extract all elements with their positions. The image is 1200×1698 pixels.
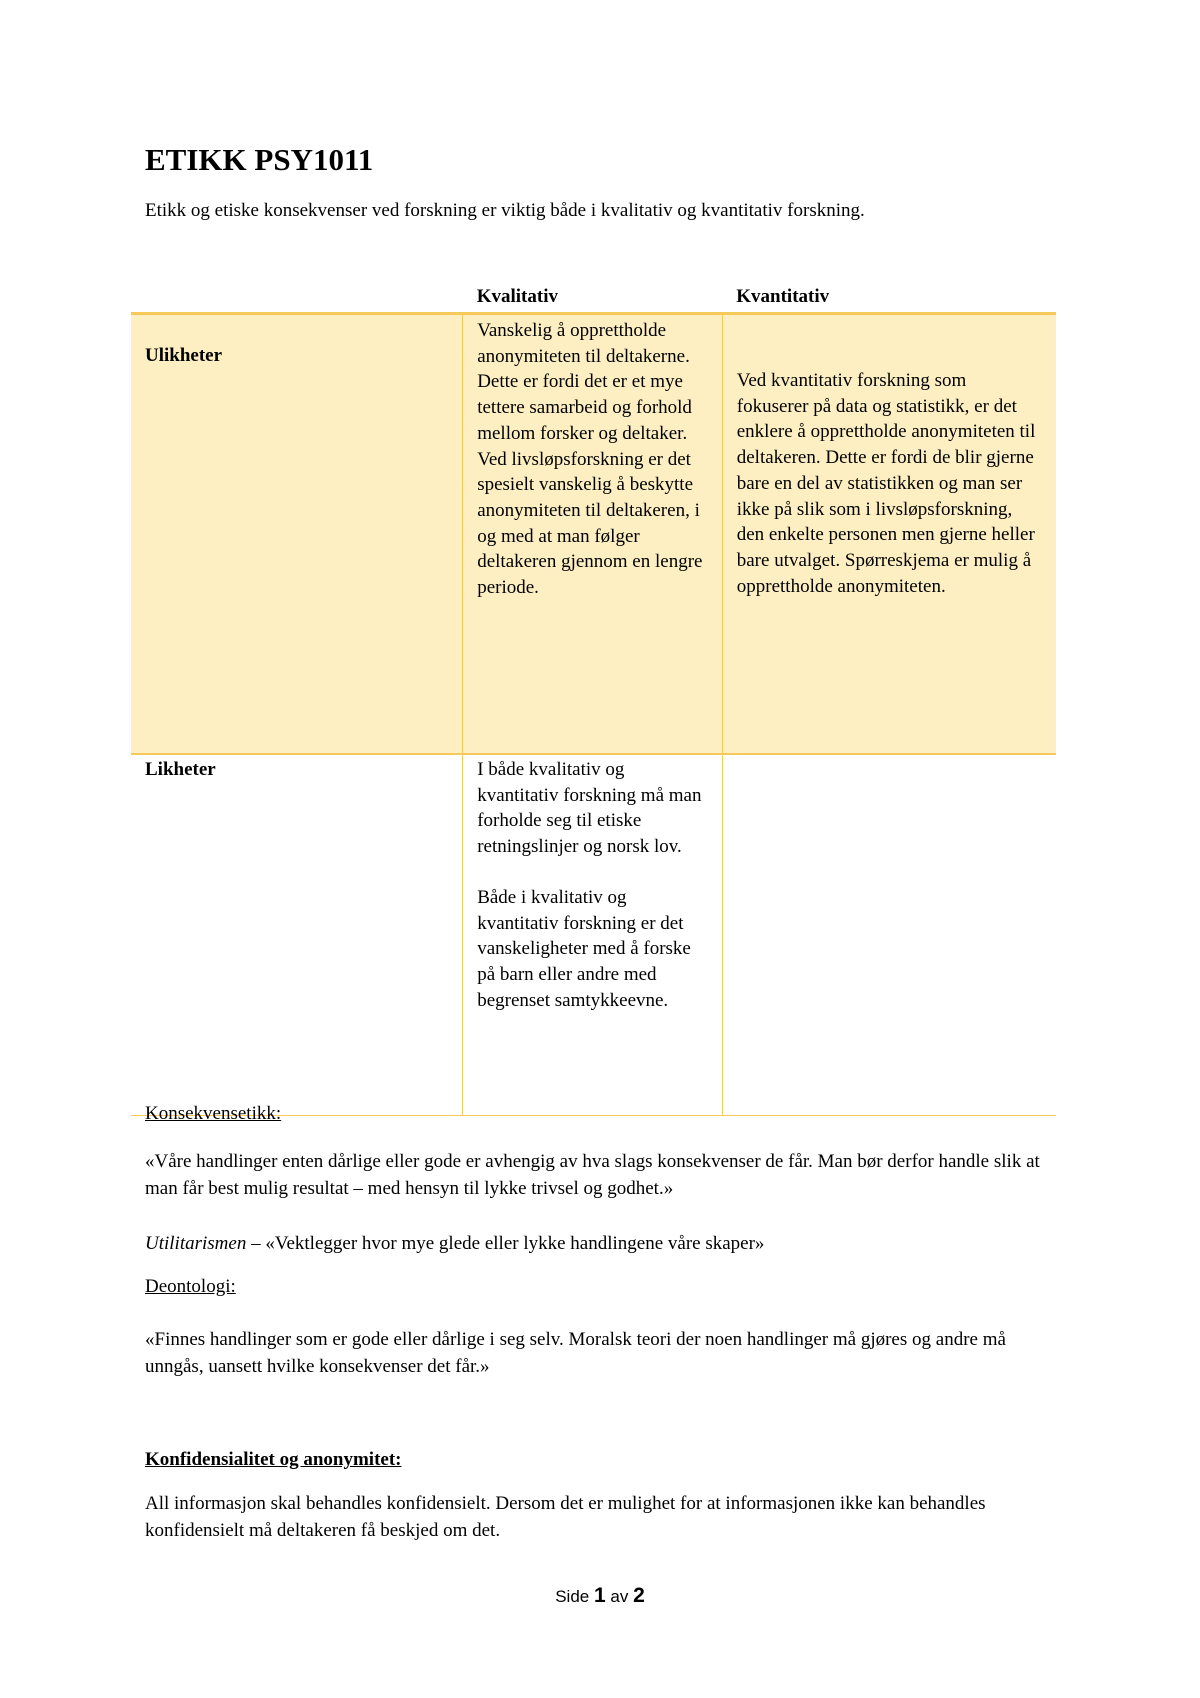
intro-paragraph: Etikk og etiske konsekvenser ved forskning er viktig både i kvalitativ og kvantitativ forskning. [145,200,865,221]
table-row-ulikheter [131,314,1056,755]
row-label-ulikheter: Ulikheter [131,314,463,755]
konfidensialitet-heading: Konfidensialitet og anonymitet: [145,1449,402,1470]
document-title: ETIKK PSY1011 [145,142,374,177]
header-kvalitativ: Kvalitativ [463,284,723,314]
header-kvantitativ: Kvantitativ [722,284,1056,314]
deontologi-heading: Deontologi: [145,1276,236,1297]
footer-middle: av [610,1587,629,1606]
footer-page-total: 2 [633,1584,645,1607]
comparison-table [131,284,1056,1116]
cell-text: Vanskelig å opprettholde anonymiteten til deltakerne. Dette er fordi det er et mye tettere samarbeid og forhold mellom forsker og deltaker. Ved livsløpsforskning er det spesielt vanskelig å beskytte anonymiteten til deltakeren, i og med at man følger deltakeren gjennom en lengre periode. [477,320,703,599]
utilitarisme-text: – «Vektlegger hvor mye glede eller lykke handlingene våre skaper» [246,1233,765,1254]
page-footer [0,1584,1200,1608]
table-row-likheter [131,754,1056,1116]
row-label-likheter: Likheter [131,754,463,1116]
utilitarisme-line [145,1230,764,1257]
cell-likheter-kvalitativ [463,754,723,1116]
cell-likheter-kvantitativ [722,754,1056,1116]
utilitarisme-term: Utilitarismen [145,1233,247,1254]
cell-text: Både i kvalitativ og kvantitativ forskning er det vanskeligheter med å forske på barn eller andre med begrenset samtykkeevne. [477,886,691,1011]
deontologi-quote: «Finnes handlinger som er gode eller dårlige i seg selv. Moralsk teori der noen handlinger må gjøres og andre må unngås, uansett hvilke konsekvenser det får.» [145,1329,1006,1377]
footer-prefix: Side [555,1587,590,1606]
header-empty [131,284,463,314]
konfidensialitet-text: All informasjon skal behandles konfidensielt. Dersom det er mulighet for at informasjonen ikke kan behandles konfidensielt må deltakeren få beskjed om det. [145,1493,986,1541]
cell-ulikheter-kvalitativ [463,314,723,755]
table-header-row [131,284,1056,314]
cell-ulikheter-kvantitativ [722,314,1056,755]
cell-text: Ved kvantitativ forskning som fokuserer på data og statistikk, er det enklere å opprettholde anonymiteten til deltakeren. Dette er fordi de blir gjerne bare en del av statistikken og man ser ikke på slik som i livsløpsforskning, den enkelte personen men gjerne heller bare utvalget. Spørreskjema er mulig å opprettholde anonymiteten. [736,370,1036,597]
konsekvensetikk-quote: «Våre handlinger enten dårlige eller gode er avhengig av hva slags konsekvenser de får. Man bør derfor handle slik at man får best mulig resultat – med hensyn til lykke trivsel og godhet.» [145,1151,1040,1199]
cell-text: I både kvalitativ og kvantitativ forskning må man forholde seg til etiske retningslinjer og norsk lov. [477,759,702,858]
footer-page-number: 1 [593,1584,606,1607]
konsekvensetikk-heading: Konsekvensetikk: [145,1103,282,1124]
